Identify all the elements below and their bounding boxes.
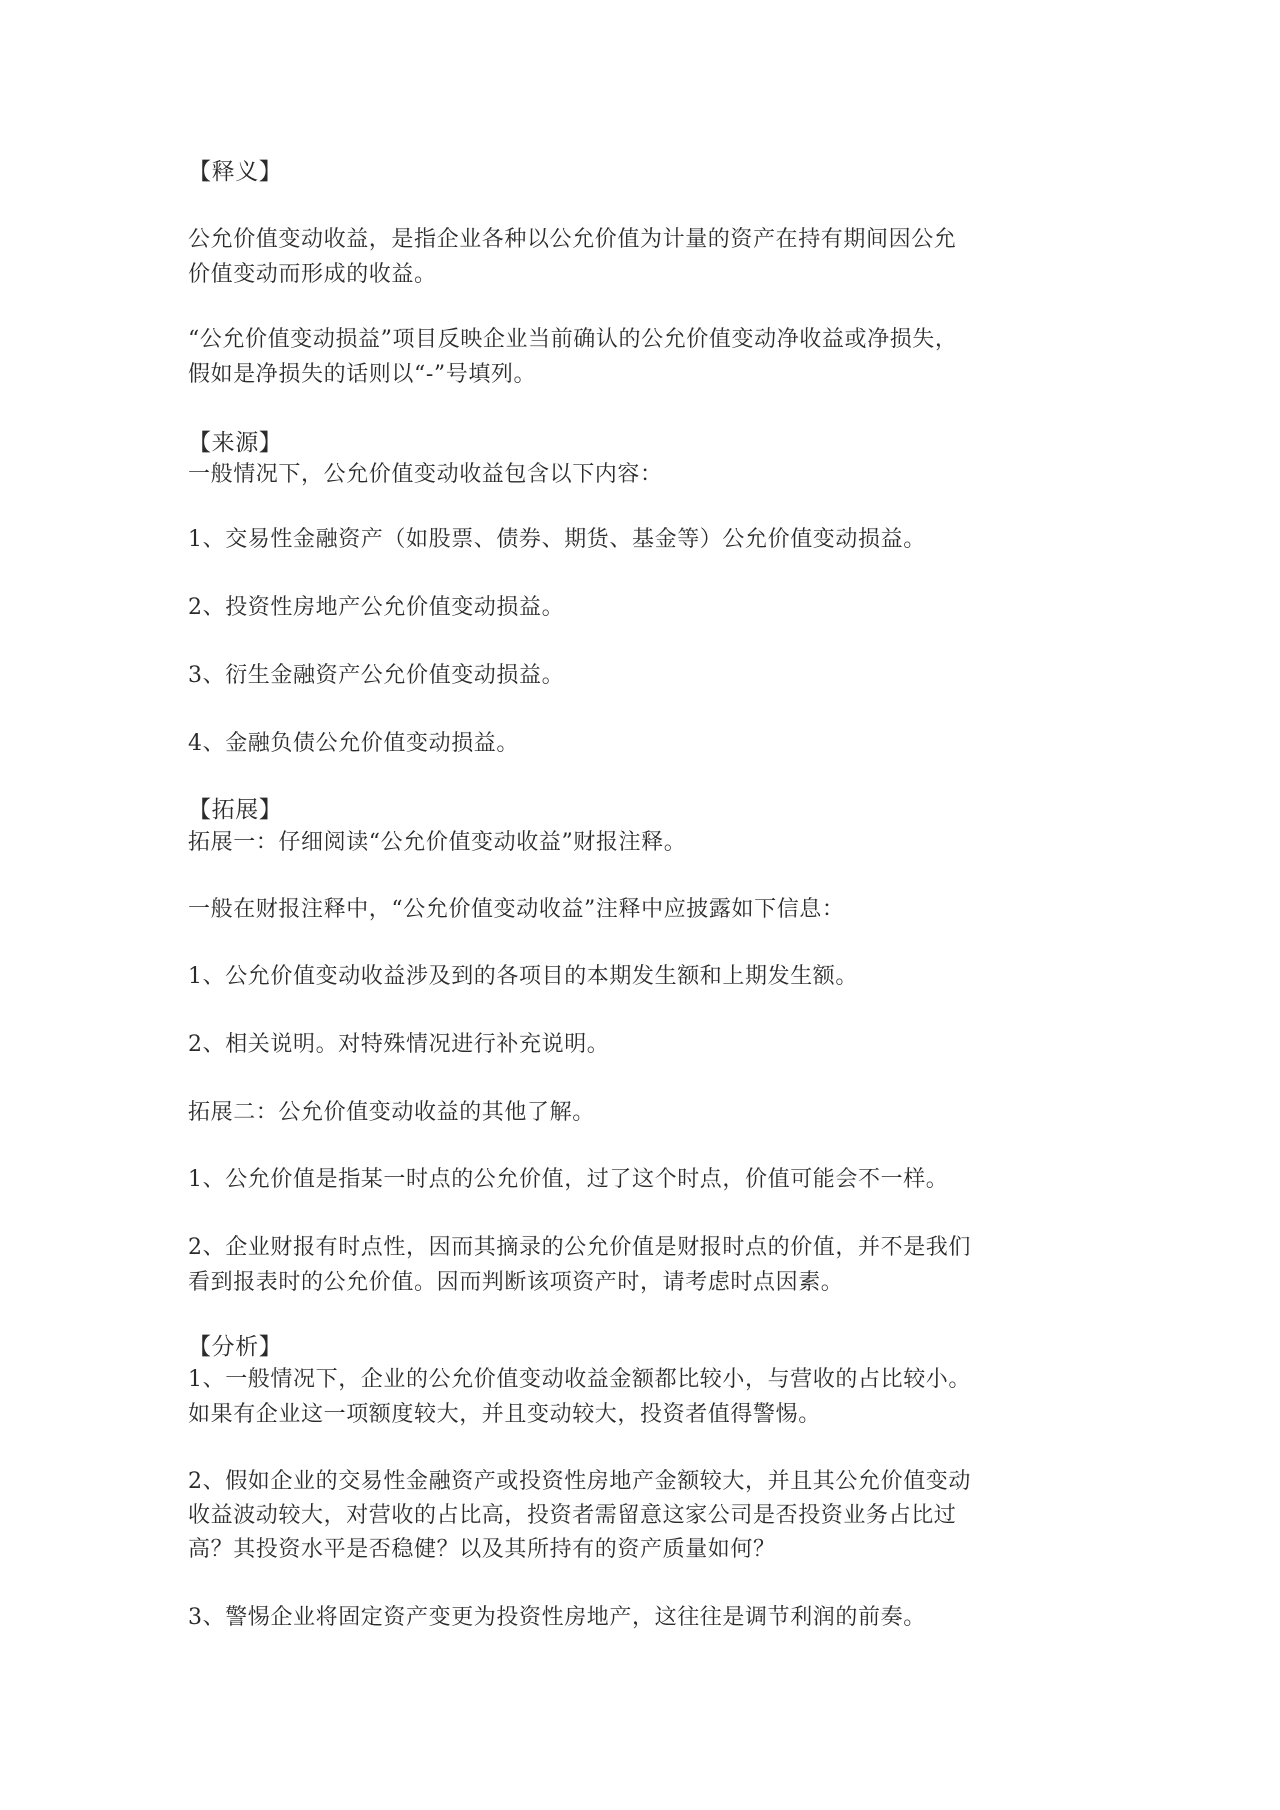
paragraph-line: 价值变动而形成的收益。: [188, 262, 437, 287]
section-heading-extension: 【拓展】: [188, 797, 283, 823]
paragraph-line: 一般在财报注释中，“公允价值变动收益”注释中应披露如下信息：: [188, 897, 845, 922]
list-item: 2、假如企业的交易性金融资产或投资性房地产金额较大，并且其公允价值变动: [188, 1469, 971, 1494]
list-item: 1、公允价值变动收益涉及到的各项目的本期发生额和上期发生额。: [188, 964, 858, 989]
list-item: 2、相关说明。对特殊情况进行补充说明。: [188, 1032, 610, 1057]
list-item: 2、投资性房地产公允价值变动损益。: [188, 595, 565, 620]
list-item: 4、金融负债公允价值变动损益。: [188, 731, 519, 756]
list-item: 3、警惕企业将固定资产变更为投资性房地产，这往往是调节利润的前奏。: [188, 1605, 926, 1630]
section-heading-definition: 【释义】: [188, 159, 283, 185]
list-item: 如果有企业这一项额度较大，并且变动较大，投资者值得警惕。: [188, 1402, 821, 1427]
paragraph-line: 一般情况下，公允价值变动收益包含以下内容：: [188, 462, 663, 487]
section-heading-source: 【来源】: [188, 430, 283, 456]
list-item: 看到报表时的公允价值。因而判断该项资产时，请考虑时点因素。: [188, 1270, 844, 1295]
paragraph-line: 拓展二：公允价值变动收益的其他了解。: [188, 1100, 595, 1125]
section-heading-analysis: 【分析】: [188, 1334, 283, 1360]
paragraph-line: 假如是净损失的话则以“-”号填列。: [188, 362, 537, 387]
list-item: 2、企业财报有时点性，因而其摘录的公允价值是财报时点的价值，并不是我们: [188, 1235, 971, 1260]
list-item: 3、衍生金融资产公允价值变动损益。: [188, 663, 565, 688]
list-item: 高？其投资水平是否稳健？以及其所持有的资产质量如何？: [188, 1537, 776, 1562]
list-item: 1、一般情况下，企业的公允价值变动收益金额都比较小，与营收的占比较小。: [188, 1367, 971, 1392]
paragraph-line: 拓展一：仔细阅读“公允价值变动收益”财报注释。: [188, 830, 687, 855]
paragraph-line: 公允价值变动收益，是指企业各种以公允价值为计量的资产在持有期间因公允: [188, 227, 957, 252]
paragraph-line: “公允价值变动损益”项目反映企业当前确认的公允价值变动净收益或净损失，: [188, 327, 958, 352]
list-item: 1、公允价值是指某一时点的公允价值，过了这个时点，价值可能会不一样。: [188, 1167, 949, 1192]
list-item: 1、交易性金融资产（如股票、债券、期货、基金等）公允价值变动损益。: [188, 527, 926, 552]
list-item: 收益波动较大，对营收的占比高，投资者需留意这家公司是否投资业务占比过: [188, 1503, 957, 1528]
